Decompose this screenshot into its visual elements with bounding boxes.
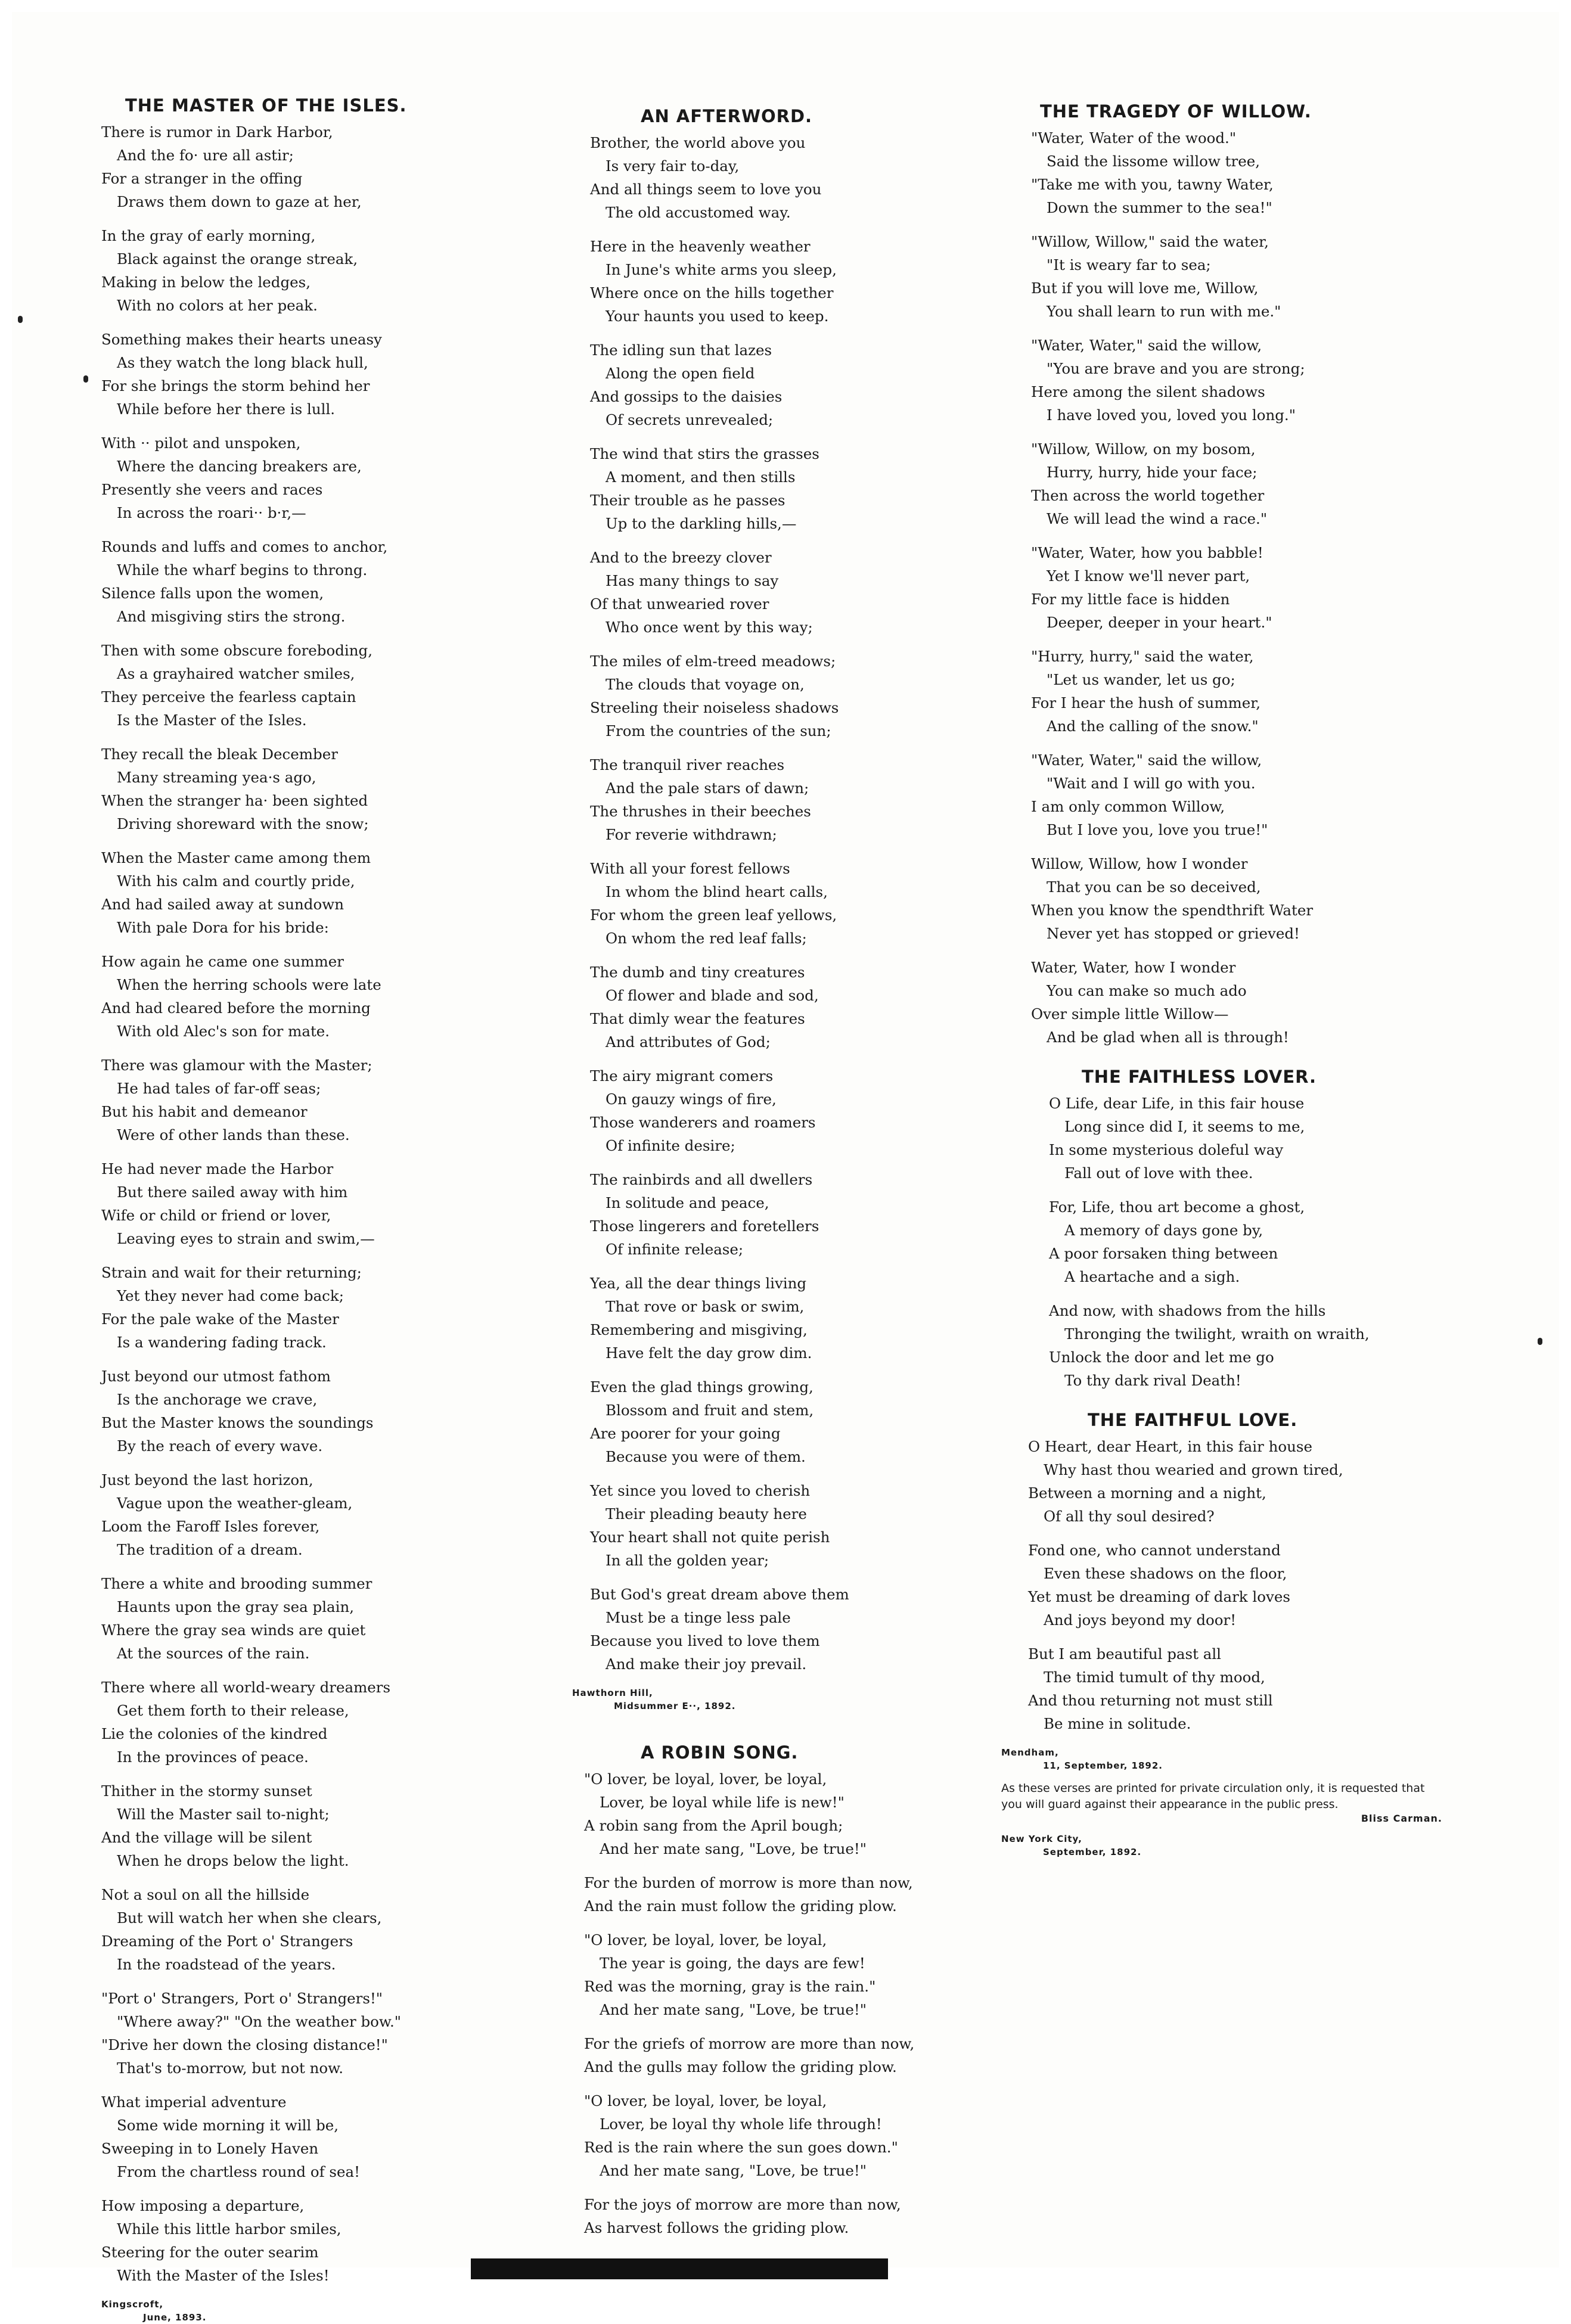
verse-line: O Heart, dear Heart, in this fair house xyxy=(1028,1438,1312,1455)
verse-line: And gossips to the daisies xyxy=(590,388,783,405)
verse-line: With his calm and courtly pride, xyxy=(117,872,355,890)
verse-line: Red is the rain where the sun goes down." xyxy=(584,2139,898,2156)
verse-line: Water, Water, how I wonder xyxy=(1031,959,1236,976)
scan-edge-shadow xyxy=(471,2258,888,2279)
stanza xyxy=(101,431,566,524)
verse-line: Your haunts you used to keep. xyxy=(606,307,829,325)
verse-line: I have loved you, loved you long." xyxy=(1047,406,1296,424)
verse-line: Because you lived to love them xyxy=(590,1632,820,1649)
stanza xyxy=(101,1883,566,1976)
verse-line: But I love you, love you true!" xyxy=(1047,821,1268,838)
verse-line: Their pleading beauty here xyxy=(606,1505,807,1523)
verse-line: The wind that stirs the grasses xyxy=(590,445,819,462)
verse-line: Where once on the hills together xyxy=(590,284,834,302)
verse-line: The miles of elm-treed meadows; xyxy=(590,653,836,670)
verse-line: In the roadstead of the years. xyxy=(117,1956,336,1973)
verse-line: Silence falls upon the women, xyxy=(101,585,324,602)
verse-line: And the rain must follow the griding plow. xyxy=(584,1897,897,1915)
verse-line: A moment, and then stills xyxy=(606,468,796,486)
stanza xyxy=(1049,1092,1496,1185)
verse-line: Yet since you loved to cherish xyxy=(590,1482,811,1499)
verse-line: But I am beautiful past all xyxy=(1028,1645,1222,1663)
verse-line: There was glamour with the Master; xyxy=(101,1057,372,1074)
verse-line: They recall the bleak December xyxy=(101,745,338,763)
verse-line: For the joys of morrow are more than now, xyxy=(584,2196,901,2213)
verse-line: That's to-morrow, but not now. xyxy=(117,2059,343,2077)
poem-body-faithless-lover xyxy=(1049,1092,1496,1392)
verse-line: But his habit and demeanor xyxy=(101,1103,308,1120)
paper-speck xyxy=(1538,1338,1542,1345)
verse-line: For she brings the storm behind her xyxy=(101,377,370,394)
stanza xyxy=(1031,748,1496,841)
verse-line: And thou returning not must still xyxy=(1028,1692,1273,1709)
verse-line: He had tales of far-off seas; xyxy=(117,1080,321,1097)
stanza xyxy=(1028,1642,1496,1735)
verse-line: Thronging the twilight, wraith on wraith, xyxy=(1064,1325,1370,1343)
stanza xyxy=(101,742,566,835)
verse-line: That you can be so deceived, xyxy=(1047,878,1261,896)
paper-speck xyxy=(83,375,88,383)
verse-line: While this little harbor smiles, xyxy=(117,2220,341,2238)
verse-line: Even these shadows on the floor, xyxy=(1044,1565,1287,1582)
dateline-place-kingscroft: Kingscroft, xyxy=(101,2299,164,2310)
verse-line: The dumb and tiny creatures xyxy=(590,964,805,981)
verse-line: And the gulls may follow the griding plow. xyxy=(584,2058,897,2076)
dateline-place-hawthorn-hill: Hawthorn Hill, xyxy=(572,1688,653,1698)
verse-line: With all your forest fellows xyxy=(590,860,790,877)
column-right xyxy=(983,89,1496,1859)
verse-line: "Water, Water," said the willow, xyxy=(1031,751,1262,769)
verse-line: And attributes of God; xyxy=(606,1033,771,1051)
verse-line: Down the summer to the sea!" xyxy=(1047,199,1272,216)
verse-line: Strain and wait for their returning; xyxy=(101,1264,362,1281)
verse-line: Were of other lands than these. xyxy=(117,1126,350,1144)
stanza xyxy=(101,1261,566,1354)
stanza xyxy=(101,1676,566,1769)
verse-line: And her mate sang, "Love, be true!" xyxy=(600,2001,867,2018)
verse-line: Along the open field xyxy=(606,365,755,382)
verse-line: Has many things to say xyxy=(606,572,779,589)
verse-line: Is very fair to-day, xyxy=(606,157,740,175)
stanza xyxy=(584,1871,1073,1918)
verse-line: When the herring schools were late xyxy=(117,976,381,993)
verse-line: He had never made the Harbor xyxy=(101,1160,334,1177)
verse-line: When the stranger ha· been sighted xyxy=(101,792,368,809)
verse-line: Of infinite desire; xyxy=(606,1137,735,1154)
verse-line: When he drops below the light. xyxy=(117,1852,349,1869)
stanza xyxy=(584,2032,1073,2078)
stanza xyxy=(1031,852,1496,945)
verse-line: Lover, be loyal while life is new!" xyxy=(600,1794,845,1811)
verse-line: I am only common Willow, xyxy=(1031,798,1225,815)
verse-line: And to the breezy clover xyxy=(590,549,772,566)
verse-line: In the gray of early morning, xyxy=(101,227,316,244)
verse-line: Vague upon the weather-gleam, xyxy=(117,1495,353,1512)
verse-line: For my little face is hidden xyxy=(1031,591,1230,608)
verse-line: Is the Master of the Isles. xyxy=(117,712,307,729)
verse-line: To thy dark rival Death! xyxy=(1064,1372,1241,1389)
verse-line: With pale Dora for his bride: xyxy=(117,919,329,936)
verse-line: Then with some obscure foreboding, xyxy=(101,642,372,659)
verse-line: Your heart shall not quite perish xyxy=(590,1528,830,1546)
stanza xyxy=(101,1572,566,1665)
verse-line: There is rumor in Dark Harbor, xyxy=(101,123,333,141)
verse-line: For the griefs of morrow are more than now, xyxy=(584,2035,915,2052)
verse-line: Will the Master sail to-night; xyxy=(117,1806,330,1823)
stanza xyxy=(101,2090,566,2183)
verse-line: In June's white arms you sleep, xyxy=(606,261,837,278)
verse-line: Not a soul on all the hillside xyxy=(101,1886,310,1903)
verse-line: "Hurry, hurry," said the water, xyxy=(1031,648,1254,665)
verse-line: "Willow, Willow," said the water, xyxy=(1031,233,1269,250)
verse-line: For a stranger in the offing xyxy=(101,170,303,187)
verse-line: For I hear the hush of summer, xyxy=(1031,694,1261,712)
verse-line: Is a wandering fading track. xyxy=(117,1334,327,1351)
verse-line: Just beyond the last horizon, xyxy=(101,1471,313,1489)
stanza xyxy=(101,1365,566,1458)
verse-line: "It is weary far to sea; xyxy=(1047,256,1211,274)
verse-line: Something makes their hearts uneasy xyxy=(101,331,382,348)
stanza xyxy=(1049,1299,1496,1392)
verse-line: With no colors at her peak. xyxy=(117,297,318,314)
stanza xyxy=(1031,437,1496,530)
verse-line: Then across the world together xyxy=(1031,487,1265,504)
verse-line: When the Master came among them xyxy=(101,849,371,866)
stanza xyxy=(101,120,566,213)
verse-line: The idling sun that lazes xyxy=(590,341,772,359)
verse-line: Even the glad things growing, xyxy=(590,1378,814,1396)
verse-line: "Let us wander, let us go; xyxy=(1047,671,1235,688)
verse-line: And had cleared before the morning xyxy=(101,999,371,1017)
stanza xyxy=(101,950,566,1043)
verse-line: That dimly wear the features xyxy=(590,1010,805,1027)
verse-line: Where the dancing breakers are, xyxy=(117,458,362,475)
verse-line: "Water, Water, how you babble! xyxy=(1031,544,1263,561)
stanza xyxy=(101,1779,566,1872)
verse-line: "Take me with you, tawny Water, xyxy=(1031,176,1274,193)
verse-line: In whom the blind heart calls, xyxy=(606,883,828,900)
verse-line: In some mysterious doleful way xyxy=(1049,1141,1284,1158)
verse-line: But there sailed away with him xyxy=(117,1183,348,1201)
verse-line: And misgiving stirs the strong. xyxy=(117,608,346,625)
stanza xyxy=(584,1928,1073,2021)
verse-line: "You are brave and you are strong; xyxy=(1047,360,1305,377)
verse-line: And the pale stars of dawn; xyxy=(606,779,809,797)
verse-line: In the provinces of peace. xyxy=(117,1748,309,1766)
verse-line: Rounds and luffs and comes to anchor, xyxy=(101,538,388,555)
verse-line: Yet must be dreaming of dark loves xyxy=(1028,1588,1290,1605)
verse-line: And her mate sang, "Love, be true!" xyxy=(600,2162,867,2179)
verse-line: A poor forsaken thing between xyxy=(1049,1245,1278,1262)
poem-title-master-of-the-isles: THE MASTER OF THE ISLES. xyxy=(125,95,407,116)
verse-line: But will watch her when she clears, xyxy=(117,1909,382,1927)
verse-line: Red was the morning, gray is the rain." xyxy=(584,1978,876,1995)
verse-line: In across the roari·· b·r,— xyxy=(117,504,306,521)
verse-line: How again he came one summer xyxy=(101,953,344,970)
column-left xyxy=(101,89,566,2324)
verse-line: Never yet has stopped or grieved! xyxy=(1047,925,1300,942)
stanza xyxy=(101,1987,566,2080)
verse-line: And had sailed away at sundown xyxy=(101,896,344,913)
verse-line: Here among the silent shadows xyxy=(1031,383,1265,400)
verse-line: But the Master knows the soundings xyxy=(101,1414,374,1431)
verse-line: "O lover, be loyal, lover, be loyal, xyxy=(584,1770,827,1788)
verse-line: A heartache and a sigh. xyxy=(1064,1268,1240,1285)
verse-line: "Willow, Willow, on my bosom, xyxy=(1031,440,1256,458)
verse-line: Must be a tinge less pale xyxy=(606,1609,791,1626)
verse-line: They perceive the fearless captain xyxy=(101,688,356,706)
verse-line: Brother, the world above you xyxy=(590,134,806,151)
verse-line: And make their joy prevail. xyxy=(606,1655,807,1673)
verse-line: From the countries of the sun; xyxy=(606,722,831,740)
verse-line: We will lead the wind a race." xyxy=(1047,510,1268,527)
verse-line: Between a morning and a night, xyxy=(1028,1484,1266,1502)
verse-line: Many streaming yea·s ago, xyxy=(117,769,316,786)
verse-line: "Port o' Strangers, Port o' Strangers!" xyxy=(101,1990,383,2007)
verse-line: For the pale wake of the Master xyxy=(101,1310,339,1328)
verse-line: And the fo· ure all astir; xyxy=(117,147,294,164)
verse-line: "O lover, be loyal, lover, be loyal, xyxy=(584,2092,827,2109)
verse-line: On gauzy wings of fire, xyxy=(606,1090,777,1108)
stanza xyxy=(1028,1435,1496,1528)
verse-line: A robin sang from the April bough; xyxy=(584,1817,843,1834)
verse-line: "O lover, be loyal, lover, be loyal, xyxy=(584,1931,827,1949)
verse-line: Deeper, deeper in your heart." xyxy=(1047,614,1272,631)
stanza xyxy=(101,1054,566,1147)
stanza xyxy=(1031,956,1496,1049)
verse-line: Those lingerers and foretellers xyxy=(590,1217,819,1235)
verse-line: On whom the red leaf falls; xyxy=(606,930,807,947)
verse-line: Blossom and fruit and stem, xyxy=(606,1402,814,1419)
verse-line: For reverie withdrawn; xyxy=(606,826,777,843)
verse-line: "Water, Water of the wood." xyxy=(1031,129,1237,147)
verse-line: As a grayhaired watcher smiles, xyxy=(117,665,355,682)
verse-line: Lie the colonies of the kindred xyxy=(101,1725,328,1742)
verse-line: Here in the heavenly weather xyxy=(590,238,811,255)
verse-line: Said the lissome willow tree, xyxy=(1047,153,1260,170)
verse-line: Up to the darkling hills,— xyxy=(606,515,797,532)
verse-line: Leaving eyes to strain and swim,— xyxy=(117,1230,375,1247)
verse-line: Where the gray sea winds are quiet xyxy=(101,1621,366,1639)
stanza xyxy=(1031,126,1496,219)
verse-line: Have felt the day grow dim. xyxy=(606,1344,812,1362)
verse-line: As harvest follows the griding plow. xyxy=(584,2219,849,2236)
verse-line: The tradition of a dream. xyxy=(117,1541,303,1558)
verse-line: When you know the spendthrift Water xyxy=(1031,902,1314,919)
verse-line: Streeling their noiseless shadows xyxy=(590,699,839,716)
verse-line: And now, with shadows from the hills xyxy=(1049,1302,1326,1319)
verse-line: Wife or child or friend or lover, xyxy=(101,1207,331,1224)
verse-line: Over simple little Willow— xyxy=(1031,1005,1229,1023)
verse-line: Fond one, who cannot understand xyxy=(1028,1542,1281,1559)
verse-line: Of flower and blade and sod, xyxy=(606,987,819,1004)
verse-line: Of that unwearied rover xyxy=(590,595,769,613)
verse-line: Yet I know we'll never part, xyxy=(1047,567,1250,585)
verse-line: Are poorer for your going xyxy=(590,1425,781,1442)
verse-line: The clouds that voyage on, xyxy=(606,676,805,693)
verse-line: And the village will be silent xyxy=(101,1829,312,1846)
verse-line: Loom the Faroff Isles forever, xyxy=(101,1518,320,1535)
stanza xyxy=(1028,1539,1496,1632)
verse-line: A memory of days gone by, xyxy=(1064,1222,1263,1239)
verse-line: The airy migrant comers xyxy=(590,1067,774,1085)
verse-line: Dreaming of the Port o' Strangers xyxy=(101,1932,353,1950)
verse-line: Presently she veers and races xyxy=(101,481,323,498)
stanza xyxy=(1031,334,1496,427)
verse-line: Draws them down to gaze at her, xyxy=(117,193,362,210)
verse-line: Haunts upon the gray sea plain, xyxy=(117,1598,355,1615)
verse-line: "Where away?" "On the weather bow." xyxy=(117,2013,402,2030)
verse-line: As they watch the long black hull, xyxy=(117,354,368,371)
verse-line: Unlock the door and let me go xyxy=(1049,1349,1274,1366)
verse-line: Why hast thou wearied and grown tired, xyxy=(1044,1461,1343,1478)
verse-line: Fall out of love with thee. xyxy=(1064,1164,1253,1182)
verse-line: Steering for the outer searim xyxy=(101,2244,319,2261)
verse-line: "Water, Water," said the willow, xyxy=(1031,337,1262,354)
verse-line: Of all thy soul desired? xyxy=(1044,1508,1215,1525)
stanza xyxy=(101,846,566,939)
verse-line: And joys beyond my door! xyxy=(1044,1611,1237,1629)
verse-line: But if you will love me, Willow, xyxy=(1031,279,1259,297)
verse-line: And the calling of the snow." xyxy=(1047,717,1259,735)
verse-line: Who once went by this way; xyxy=(606,619,813,636)
verse-line: Some wide morning it will be, xyxy=(117,2117,339,2134)
stanza xyxy=(101,639,566,732)
verse-line: Those wanderers and roamers xyxy=(590,1114,816,1131)
verse-line: By the reach of every wave. xyxy=(117,1437,323,1455)
dateline-date-june: June, 1893. xyxy=(143,2312,207,2323)
dateline-date-september: 11, September, 1892. xyxy=(1043,1760,1163,1771)
verse-line: You can make so much ado xyxy=(1047,982,1247,999)
verse-line: What imperial adventure xyxy=(101,2093,287,2111)
verse-line: The rainbirds and all dwellers xyxy=(590,1171,813,1188)
stanza xyxy=(1049,1195,1496,1288)
verse-line: At the sources of the rain. xyxy=(117,1645,310,1662)
dateline-place-mendham: Mendham, xyxy=(1001,1747,1059,1758)
poem-body-tragedy-of-willow xyxy=(1031,126,1496,1049)
poem-title-tragedy-of-willow: THE TRAGEDY OF WILLOW. xyxy=(1040,101,1312,122)
verse-line: Willow, Willow, how I wonder xyxy=(1031,855,1248,872)
stanza xyxy=(1031,230,1496,323)
verse-line: From the chartless round of sea! xyxy=(117,2163,360,2180)
verse-line: Sweeping in to Lonely Haven xyxy=(101,2140,319,2157)
verse-line: Yea, all the dear things living xyxy=(590,1275,807,1292)
verse-line: Of infinite release; xyxy=(606,1241,744,1258)
stanza xyxy=(584,2193,1073,2239)
verse-line: Hurry, hurry, hide your face; xyxy=(1047,464,1258,481)
verse-line: The thrushes in their beeches xyxy=(590,803,811,820)
verse-line: While the wharf begins to throng. xyxy=(117,561,368,579)
stanza xyxy=(101,1157,566,1250)
verse-line: With old Alec's son for mate. xyxy=(117,1023,330,1040)
imprint-date: September, 1892. xyxy=(1043,1847,1142,1857)
verse-line: The tranquil river reaches xyxy=(590,756,785,773)
stanza xyxy=(584,2089,1073,2182)
verse-line: Driving shoreward with the snow; xyxy=(117,815,369,832)
verse-line: There a white and brooding summer xyxy=(101,1575,372,1592)
verse-line: Is the anchorage we crave, xyxy=(117,1391,318,1408)
poem-title-faithful-love: THE FAITHFUL LOVE. xyxy=(1088,1410,1298,1430)
verse-line: "Drive her down the closing distance!" xyxy=(101,2036,388,2053)
verse-line: Making in below the ledges, xyxy=(101,274,311,291)
verse-line: Lover, be loyal thy whole life through! xyxy=(600,2115,882,2133)
verse-line: For, Life, thou art become a ghost, xyxy=(1049,1198,1305,1216)
verse-line: But God's great dream above them xyxy=(590,1586,849,1603)
verse-line: Thither in the stormy sunset xyxy=(101,1782,312,1800)
verse-line: Be mine in solitude. xyxy=(1044,1715,1191,1732)
verse-line: That rove or bask or swim, xyxy=(606,1298,805,1315)
verse-line: With ·· pilot and unspoken, xyxy=(101,434,301,452)
private-circulation-note: As these verses are printed for private circulation only, it is requested that you will guard against their appearance in the public press. xyxy=(1001,1782,1425,1811)
verse-line: The timid tumult of thy mood, xyxy=(1044,1669,1265,1686)
dateline-date-midsummer: Midsummer E··, 1892. xyxy=(614,1701,736,1711)
verse-line: With the Master of the Isles! xyxy=(117,2267,330,2284)
verse-line: There where all world-weary dreamers xyxy=(101,1679,391,1696)
poem-title-faithless-lover: THE FAITHLESS LOVER. xyxy=(1082,1067,1317,1087)
stanza xyxy=(1031,541,1496,634)
verse-line: How imposing a departure, xyxy=(101,2197,305,2214)
stanza xyxy=(1031,645,1496,738)
verse-line: "Wait and I will go with you. xyxy=(1047,775,1256,792)
stanza xyxy=(101,535,566,628)
verse-line: The year is going, the days are few! xyxy=(600,1955,865,1972)
verse-line: Because you were of them. xyxy=(606,1448,806,1465)
verse-line: The old accustomed way. xyxy=(606,204,791,221)
verse-line: Their trouble as he passes xyxy=(590,492,785,509)
verse-line: Just beyond our utmost fathom xyxy=(101,1368,331,1385)
verse-line: While before her there is lull. xyxy=(117,400,336,418)
stanza xyxy=(101,1468,566,1561)
verse-line: Get them forth to their release, xyxy=(117,1702,349,1719)
poem-title-a-robin-song: A ROBIN SONG. xyxy=(641,1742,799,1763)
poem-body-faithful-love xyxy=(1028,1435,1496,1735)
paper-speck xyxy=(18,316,23,323)
stanza xyxy=(101,224,566,317)
verse-line: O Life, dear Life, in this fair house xyxy=(1049,1095,1305,1112)
verse-line: In solitude and peace, xyxy=(606,1194,769,1211)
verse-line: Of secrets unrevealed; xyxy=(606,411,774,428)
poem-title-an-afterword: AN AFTERWORD. xyxy=(641,106,813,126)
verse-line: And be glad when all is through! xyxy=(1047,1029,1289,1046)
verse-line: For whom the green leaf yellows, xyxy=(590,906,837,924)
verse-line: Long since did I, it seems to me, xyxy=(1064,1118,1305,1135)
verse-line: Yet they never had come back; xyxy=(117,1287,344,1304)
verse-line: And her mate sang, "Love, be true!" xyxy=(600,1840,867,1857)
verse-line: And all things seem to love you xyxy=(590,181,822,198)
author-signature: Bliss Carman. xyxy=(1361,1813,1442,1824)
verse-line: For the burden of morrow is more than now, xyxy=(584,1874,913,1891)
imprint-place: New York City, xyxy=(1001,1834,1082,1844)
stanza xyxy=(101,328,566,421)
verse-line: Remembering and misgiving, xyxy=(590,1321,808,1338)
poem-body-master-of-the-isles xyxy=(101,120,566,2287)
verse-line: You shall learn to run with me." xyxy=(1047,303,1281,320)
verse-line: In all the golden year; xyxy=(606,1552,769,1569)
verse-line: Black against the orange streak, xyxy=(117,250,358,268)
